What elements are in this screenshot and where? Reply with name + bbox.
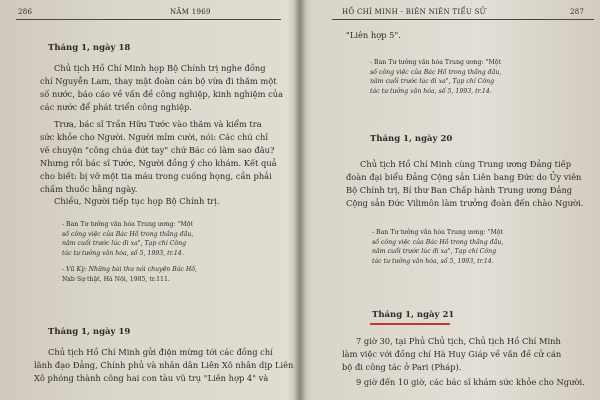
footnote-jan18-1 [62, 220, 193, 258]
text-line: Chủ tịch Hồ Chí Minh gửi điện mừng tới các đồng chí [48, 347, 273, 357]
right-page [302, 0, 600, 400]
footnote-line: - Ban Tư tưởng văn hóa Trung ương: "Một [372, 229, 504, 236]
text-line: cho biết: bị vỡ một tia máu trong cuống họng, cần phải [40, 171, 272, 181]
paragraph-jan18-3 [40, 195, 280, 208]
footnote-line: - Ban Tư tưởng văn hóa Trung ương: "Một [62, 221, 194, 228]
text-line: số nước, báo cáo về vấn đề công nghiệp, kinh nghiệm của [40, 89, 284, 99]
right-header-rule [332, 19, 594, 20]
continuation-text [346, 29, 576, 42]
footnote-line: tác tư tưởng văn hóa, số 5, 1993, tr.14. [372, 257, 494, 265]
text-line: Chủ tịch Hồ Chí Minh họp Bộ Chính trị nghe đồng [54, 63, 266, 73]
paragraph-jan18-1 [40, 62, 284, 114]
left-page-number: 286 [18, 8, 33, 16]
text-line: sức khỏe cho Người. Người mỉm cười, nói: Các chú chỉ [40, 132, 269, 142]
text-line: Nhưng rồi bác sĩ Tước, Người đồng ý cho khám. Kết quả [40, 158, 277, 168]
heading-jan-20: Tháng 1, ngày 20 [370, 134, 453, 144]
footnote-line: - Vũ Kỳ: Những bài thư nói chuyện Bác Hồ, [62, 266, 197, 273]
footnote-line: tác tư tưởng văn hóa, số 5, 1993, tr.14. [62, 249, 184, 257]
paragraph-jan21-2 [342, 376, 594, 389]
text-line: lãnh đạo Đảng, Chính phủ và nhân dân Liên Xô nhân dịp Liên [34, 360, 294, 370]
footnote-line: năm cuối trước lúc đi xa", Tạp chí Công [370, 78, 495, 85]
left-running-title: NĂM 1969 [170, 8, 211, 16]
footnote-jan18-2 [62, 265, 197, 284]
red-underline-mark [370, 323, 450, 325]
footnote-line: số công việc của Bác Hồ trong thắng đầu, [62, 230, 194, 238]
text-line: 9 giờ đến 10 giờ, các bác sĩ khám sức khỏe cho Người. [356, 377, 585, 387]
text-line: Trưa, bác sĩ Trần Hữu Tước vào thăm và kiểm tra [54, 119, 262, 129]
left-page [0, 0, 298, 400]
right-running-title: HỒ CHÍ MINH - BIÊN NIÊN TIỂU SỬ [342, 8, 486, 16]
text-line: chí Nguyễn Lam, thay mặt đoàn cán bộ vừa đi thăm một [40, 76, 277, 86]
paragraph-jan21-1 [342, 335, 594, 374]
text-line: Xô phóng thành công hai con tàu vũ trụ "Liên hợp 4" và [34, 373, 269, 383]
footnote-line: tác tư tưởng văn hóa, số 5, 1993, tr.14. [370, 87, 492, 95]
text-line: vẽ chuyện "công chúa đứt tay" chứ Bác có làm sao đâu? [40, 145, 275, 155]
paragraph-jan18-2 [40, 118, 280, 196]
heading-jan-21: Tháng 1, ngày 21 [372, 310, 455, 320]
text-line: Cộng sản Đức Vilimôn làm trưởng đoàn đến chào Người. [346, 198, 584, 208]
paragraph-jan20 [346, 158, 594, 210]
heading-jan-18: Tháng 1, ngày 18 [48, 43, 131, 53]
text-line: Chủ tịch Hồ Chí Minh cùng Trung ương Đảng tiếp [360, 159, 572, 169]
text-line: chấm thuốc hằng ngày. [40, 184, 138, 194]
text-line: làm việc với đồng chí Hà Huy Giáp về vấn đề cử cán [342, 349, 562, 359]
text-line: bộ đi công tác ở Pari (Pháp). [342, 362, 462, 372]
footnote-right-2 [372, 228, 503, 266]
text-line: Chiều, Người tiếp tục họp Bộ Chính trị. [54, 196, 220, 206]
text-line: Bộ Chính trị, Bí thư Ban Chấp hành Trung ương Đảng [346, 185, 573, 195]
footnote-line: số công việc của Bác Hồ trong thắng đầu, [370, 68, 502, 76]
footnote-line: năm cuối trước lúc đi xa", Tạp chí Công [62, 240, 187, 247]
footnote-line: - Ban Tư tưởng văn hóa Trung ương: "Một [370, 59, 502, 66]
heading-jan-19: Tháng 1, ngày 19 [48, 327, 131, 337]
text-line: các nước để phát triển công nghiệp. [40, 102, 192, 112]
footnote-line: số công việc của Bác Hồ trong thắng đầu, [372, 238, 504, 246]
left-header-rule [16, 19, 281, 20]
paragraph-jan19-1 [34, 346, 294, 385]
text-line: đoàn đại biểu Đảng Cộng sản Liên bang Đức do Ủy viên [346, 172, 582, 182]
footnote-right-1 [370, 58, 501, 96]
text-line: 7 giờ 30, tại Phủ Chủ tịch, Chủ tịch Hồ Chí Minh [356, 336, 561, 346]
footnote-line: năm cuối trước lúc đi xa", Tạp chí Công [372, 248, 497, 255]
text-line: "Liên hợp 5". [346, 30, 401, 40]
right-page-number: 287 [570, 8, 585, 16]
footnote-line: Nxb Sự thật, Hà Nội, 1985, tr.111. [62, 275, 170, 283]
